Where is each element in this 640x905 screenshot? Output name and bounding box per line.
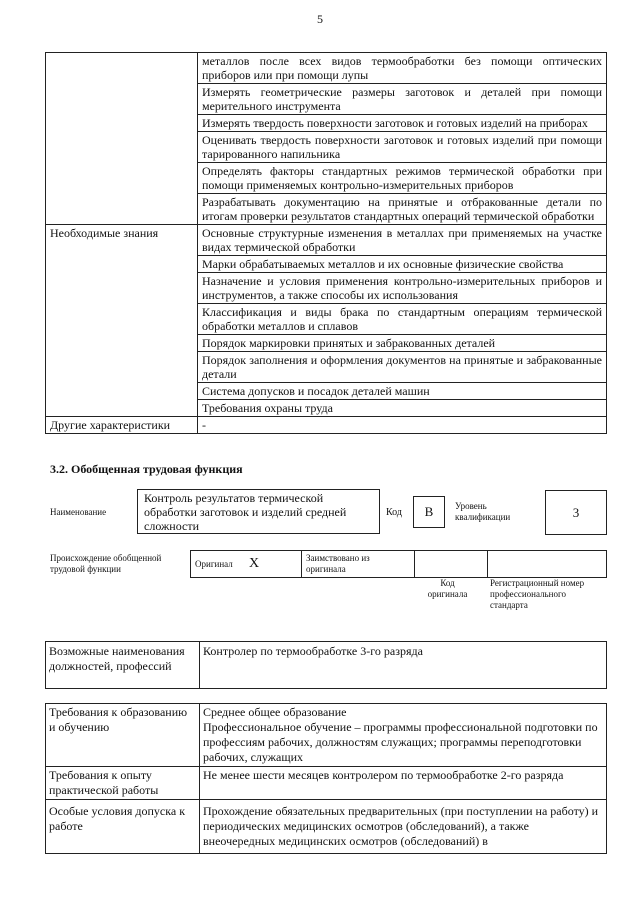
section-title: 3.2. Обобщенная трудовая функция bbox=[50, 462, 243, 476]
function-name-box: Контроль результатов термической обработки заготовок и изделий средней сложности bbox=[137, 489, 380, 534]
education-value bbox=[200, 704, 607, 767]
requirement-item: металлов после всех видов термообработки без помощи оптических приборов или при помощи лупы bbox=[198, 53, 607, 84]
page-number: 5 bbox=[317, 12, 323, 26]
knowledge-label: Необходимые знания bbox=[46, 225, 198, 417]
knowledge-item: Порядок маркировки принятых и забракованных деталей bbox=[198, 335, 607, 352]
original-label: Оригинал bbox=[195, 559, 233, 569]
positions-value: Контролер по термообработке 3-го разряда bbox=[200, 642, 607, 689]
code-label: Код bbox=[386, 507, 402, 518]
level-box: 3 bbox=[545, 490, 607, 535]
requirement-item: Разрабатывать документацию на принятые и отбракованные детали по итогам проверки результатов стандартных операций термической обработки bbox=[198, 194, 607, 225]
knowledge-item: Назначение и условия применения контрольно-измерительных приборов и инструментов, а также способы их использования bbox=[198, 273, 607, 304]
other-characteristics-value: - bbox=[198, 417, 607, 434]
requirement-item: Измерять геометрические размеры заготовок и деталей при помощи мерительного инструмента bbox=[198, 84, 607, 115]
original-code-caption: Код оригинала bbox=[427, 578, 468, 599]
name-label: Наименование bbox=[50, 507, 107, 517]
education-label: Требования к образованию и обучению bbox=[46, 704, 200, 767]
origin-table bbox=[190, 550, 607, 578]
special-conditions-value: Прохождение обязательных предварительных (при поступлении на работу) и периодических медицинских осмотров (обследований), а также внеочередных медицинских осмотров (обследований) в bbox=[200, 800, 607, 854]
origin-label: Происхождение обобщенной трудовой функции bbox=[50, 553, 162, 574]
positions-table bbox=[45, 641, 607, 689]
original-code-cell bbox=[415, 551, 488, 578]
requirements-row-label bbox=[46, 53, 198, 225]
positions-label: Возможные наименования должностей, профессий bbox=[46, 642, 200, 689]
knowledge-item: Марки обрабатываемых металлов и их основные физические свойства bbox=[198, 256, 607, 273]
knowledge-item: Система допусков и посадок деталей машин bbox=[198, 383, 607, 400]
knowledge-item: Классификация и виды брака по стандартным операциям термической обработки металлов и сплавов bbox=[198, 304, 607, 335]
reg-number-caption: Регистрационный номер профессионального стандарта bbox=[490, 578, 585, 610]
original-mark: X bbox=[248, 556, 260, 571]
requirement-item: Оценивать твердость поверхности заготовок и готовых изделий при помощи тарированного напильника bbox=[198, 132, 607, 163]
other-characteristics-label: Другие характеристики bbox=[46, 417, 198, 434]
reg-number-cell bbox=[488, 551, 607, 578]
requirement-item: Определять факторы стандартных режимов термической обработки при помощи применяемых контрольно-измерительных приборов bbox=[198, 163, 607, 194]
original-cell bbox=[191, 551, 302, 578]
requirement-item: Измерять твердость поверхности заготовок и готовых изделий на приборах bbox=[198, 115, 607, 132]
knowledge-item: Требования охраны труда bbox=[198, 400, 607, 417]
requirements-table bbox=[45, 52, 607, 434]
education-line: Профессиональное обучение – программы профессиональной подготовки по профессиям рабочих, должностям служащих; программы переподготовки рабочих, служащих bbox=[203, 720, 598, 764]
borrowed-label: Заимствовано из оригинала bbox=[302, 551, 415, 578]
education-table bbox=[45, 703, 607, 854]
level-label: Уровень квалификации bbox=[455, 501, 511, 522]
code-box: B bbox=[413, 496, 445, 528]
knowledge-item: Порядок заполнения и оформления документов на принятые и забракованные детали bbox=[198, 352, 607, 383]
experience-value: Не менее шести месяцев контролером по термообработке 2-го разряда bbox=[200, 767, 607, 800]
experience-label: Требования к опыту практической работы bbox=[46, 767, 200, 800]
education-line: Среднее общее образование bbox=[203, 705, 347, 719]
knowledge-item: Основные структурные изменения в металлах при применяемых на участке видах термической обработки bbox=[198, 225, 607, 256]
special-conditions-label: Особые условия допуска к работе bbox=[46, 800, 200, 854]
